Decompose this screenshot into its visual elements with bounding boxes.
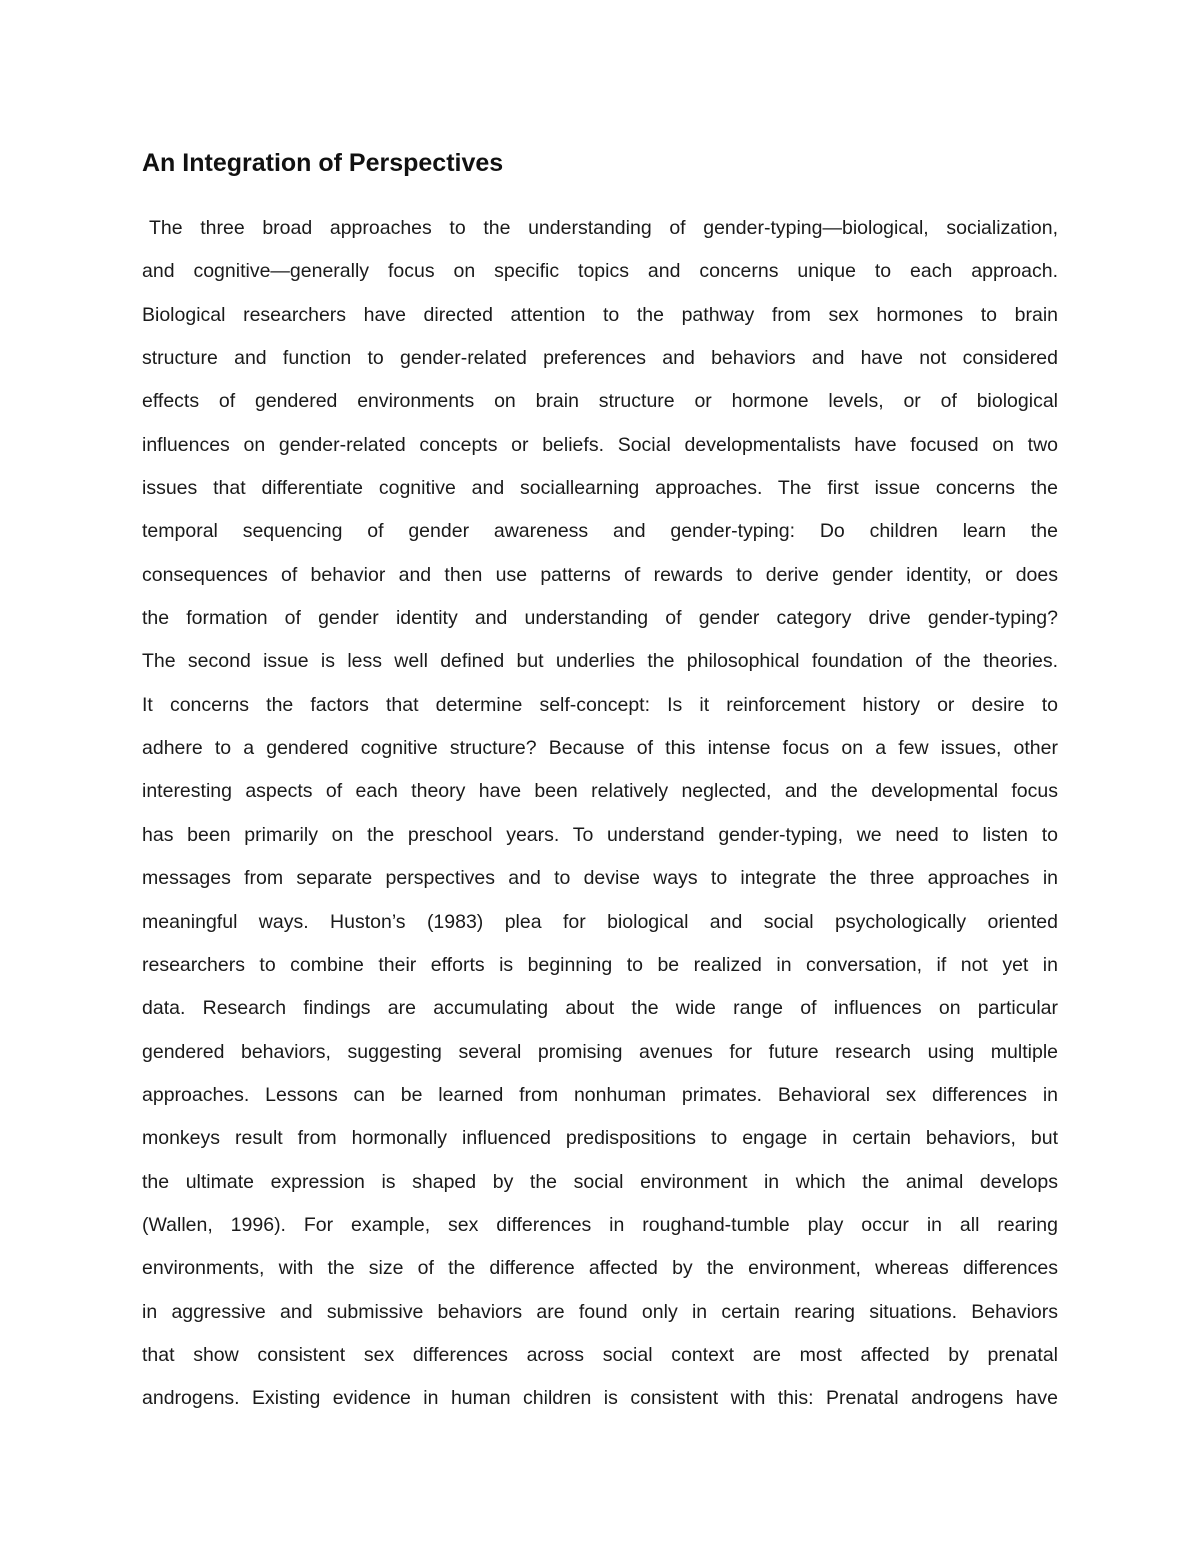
- text-line: issues that differentiate cognitive and sociallearning approaches. The first issue concerns the: [142, 477, 1058, 500]
- text-line: gendered behaviors, suggesting several promising avenues for future research using multiple: [142, 1040, 1058, 1063]
- text-line: the formation of gender identity and understanding of gender category drive gender-typing?: [142, 607, 1058, 630]
- text-line: Biological researchers have directed attention to the pathway from sex hormones to brain: [142, 303, 1058, 326]
- text-line: structure and function to gender-related preferences and behaviors and have not considered: [142, 347, 1058, 370]
- text-line: effects of gendered environments on brain structure or hormone levels, or of biological: [142, 390, 1058, 413]
- body-paragraph: [142, 207, 1058, 1421]
- text-line: approaches. Lessons can be learned from nonhuman primates. Behavioral sex differences in: [142, 1083, 1058, 1106]
- text-line: interesting aspects of each theory have been relatively neglected, and the developmental focus: [142, 780, 1058, 803]
- text-line: (Wallen, 1996). For example, sex differences in roughand-tumble play occur in all rearing: [142, 1213, 1058, 1236]
- text-line: researchers to combine their efforts is beginning to be realized in conversation, if not yet in: [142, 953, 1058, 976]
- section-heading: An Integration of Perspectives: [142, 149, 504, 177]
- text-line: the ultimate expression is shaped by the social environment in which the animal develops: [142, 1170, 1058, 1193]
- text-line: has been primarily on the preschool years. To understand gender-typing, we need to listen to: [142, 823, 1058, 846]
- text-line: messages from separate perspectives and to devise ways to integrate the three approaches in: [142, 867, 1058, 890]
- text-line: that show consistent sex differences across social context are most affected by prenatal: [142, 1343, 1058, 1366]
- text-line: temporal sequencing of gender awareness and gender-typing: Do children learn the: [142, 520, 1058, 543]
- text-line: monkeys result from hormonally influenced predispositions to engage in certain behaviors, but: [142, 1127, 1058, 1150]
- text-line: androgens. Existing evidence in human children is consistent with this: Prenatal androgens have: [142, 1387, 1058, 1410]
- text-line: environments, with the size of the difference affected by the environment, whereas differences: [142, 1257, 1058, 1280]
- text-line: influences on gender-related concepts or beliefs. Social developmentalists have focused on two: [142, 433, 1058, 456]
- text-line: adhere to a gendered cognitive structure? Because of this intense focus on a few issues, other: [142, 737, 1058, 760]
- text-line: in aggressive and submissive behaviors are found only in certain rearing situations. Behaviors: [142, 1300, 1058, 1323]
- text-line: consequences of behavior and then use patterns of rewards to derive gender identity, or does: [142, 563, 1058, 586]
- text-line: meaningful ways. Huston’s (1983) plea for biological and social psychologically oriented: [142, 910, 1058, 933]
- text-line: data. Research findings are accumulating about the wide range of influences on particular: [142, 997, 1058, 1020]
- text-line: and cognitive—generally focus on specific topics and concerns unique to each approach.: [142, 260, 1058, 283]
- text-line: It concerns the factors that determine self-concept: Is it reinforcement history or desire to: [142, 693, 1058, 716]
- text-line: The three broad approaches to the understanding of gender-typing—biological, socialization,: [149, 217, 1058, 239]
- text-line: The second issue is less well defined but underlies the philosophical foundation of the theories.: [142, 650, 1058, 673]
